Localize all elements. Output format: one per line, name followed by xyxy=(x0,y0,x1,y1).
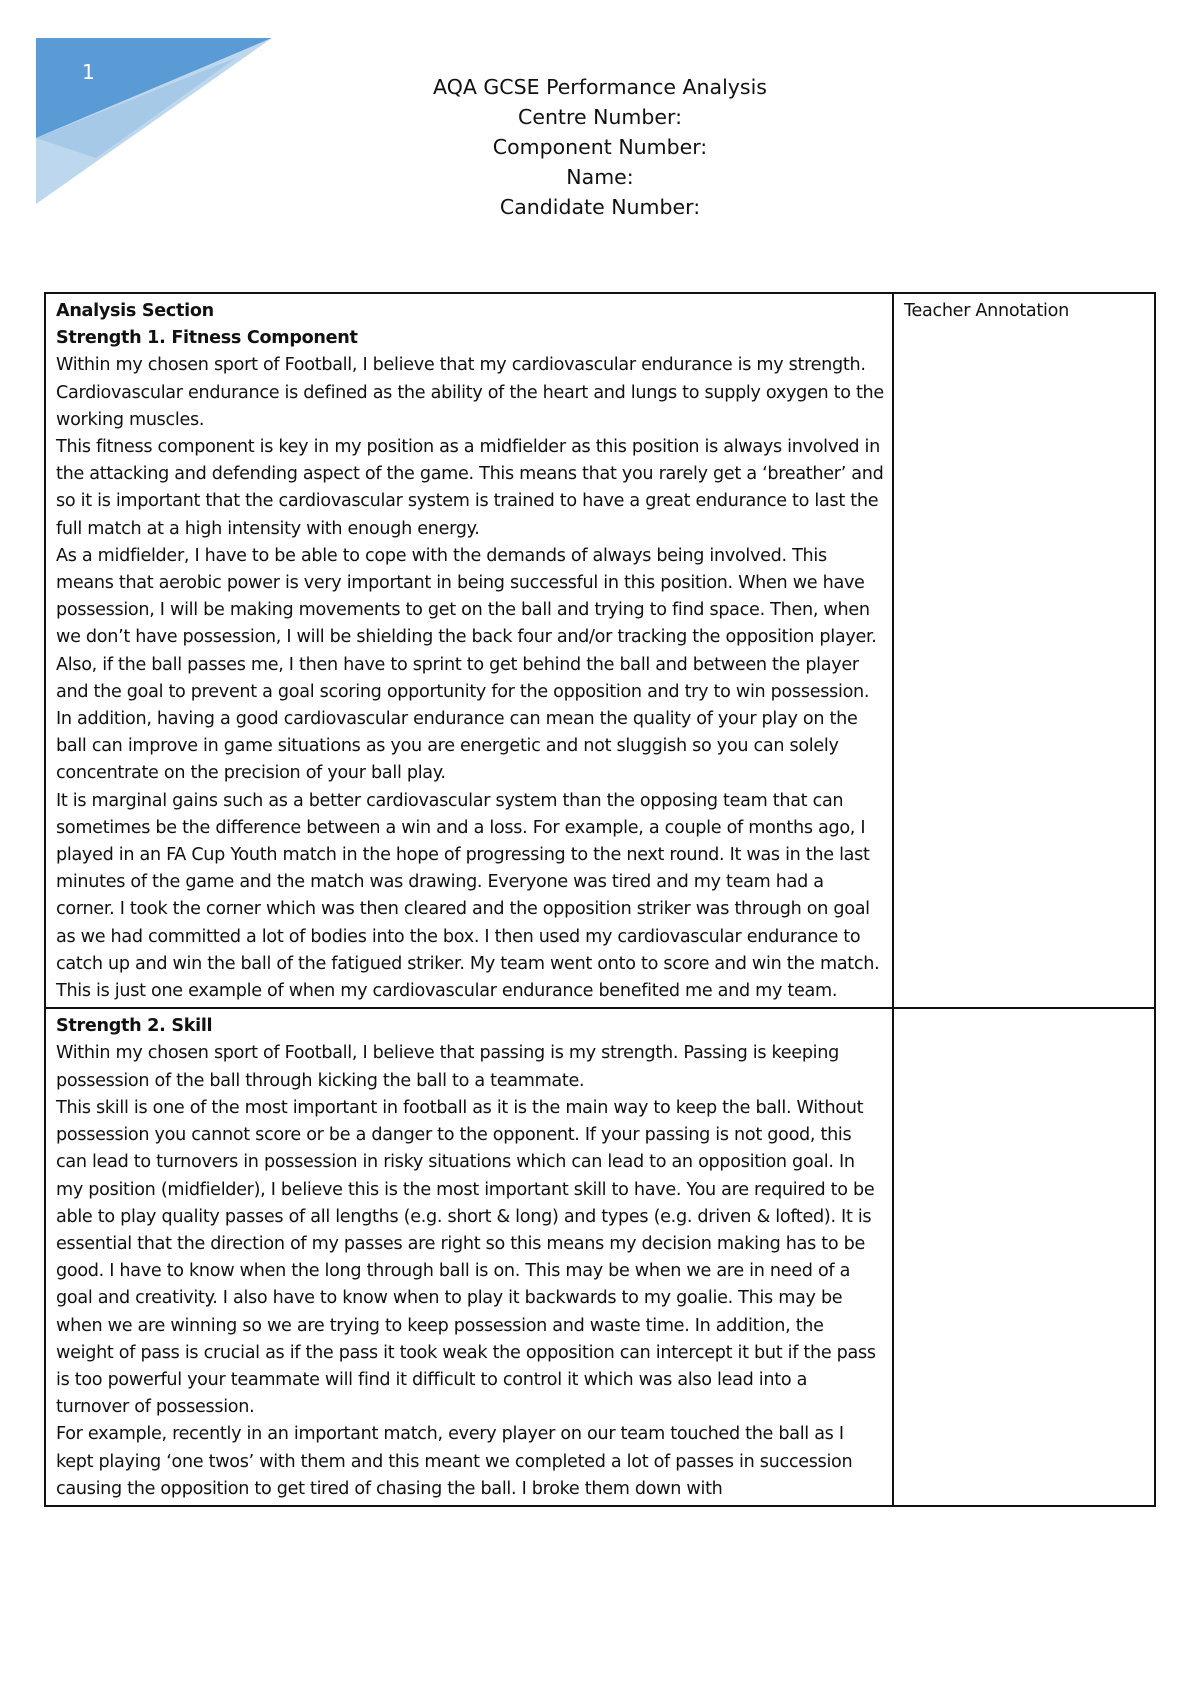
name-label: Name: xyxy=(566,165,634,189)
centre-number-label: Centre Number: xyxy=(518,105,682,129)
teacher-annotation-cell-empty xyxy=(893,1008,1155,1506)
teacher-annotation-heading: Teacher Annotation xyxy=(904,301,1069,321)
strength-1-paragraph: This fitness component is key in my position as a midfielder as this position is always involved in the attacking and defending aspect of the game. This means that you rarely get a ‘breather’ and so it is important that the cardiovascular system is trained to have a great endurance to last the full match at a high intensity with enough energy. xyxy=(56,437,884,539)
analysis-table xyxy=(44,292,1156,1507)
component-number-label: Component Number: xyxy=(492,135,708,159)
section-label: Analysis Section xyxy=(56,301,214,321)
strength-2-paragraph: Within my chosen sport of Football, I believe that passing is my strength. Passing is keeping possession of the ball through kicking the ball to a teammate. xyxy=(56,1043,839,1091)
candidate-number-label: Candidate Number: xyxy=(499,195,701,219)
strength-1-paragraph: Within my chosen sport of Football, I believe that my cardiovascular endurance is my strength. Cardiovascular endurance is defined as the ability of the heart and lungs to supply oxygen to the working muscles. xyxy=(56,355,884,430)
strength-1-paragraph: It is marginal gains such as a better cardiovascular system than the opposing team that can sometimes be the difference between a win and a loss. For example, a couple of months ago, I played in an FA Cup Youth match in the hope of progressing to the next round. It was in the last minutes of the game and the match was drawing. Everyone was tired and my team had a corner. I took the corner which was then cleared and the opposition striker was through on goal as we had committed a lot of bodies into the box. I then used my cardiovascular endurance to catch up and win the ball of the fatigued striker. My team went onto to score and win the match. This is just one example of when my cardiovascular endurance benefited me and my team. xyxy=(56,790,880,1002)
document-title: AQA GCSE Performance Analysis xyxy=(433,75,767,99)
strength-1-paragraph: As a midfielder, I have to be able to cope with the demands of always being involved. This means that aerobic power is very important in being successful in this position. When we have possession, I will be making movements to get on the ball and trying to find space. Then, when we don’t have possession, I will be shielding the back four and/or tracking the opposition player. Also, if the ball passes me, I then have to sprint to get behind the ball and between the player and the goal to prevent a goal scoring opportunity for the opposition and try to win possession. In addition, having a good cardiovascular endurance can mean the quality of your play on the ball can improve in game situations as you are energetic and not sluggish so you can solely concentrate on the precision of your ball play. xyxy=(56,545,877,784)
strength-2-paragraph: For example, recently in an important match, every player on our team touched the ball as I kept playing ‘one twos’ with them and this meant we completed a lot of passes in succession causing the opposition to get tired of chasing the ball. I broke them down with xyxy=(56,1424,853,1499)
analysis-cell-strength-2 xyxy=(45,1008,893,1506)
strength-1-heading: Strength 1. Fitness Component xyxy=(56,328,358,349)
analysis-cell-strength-1 xyxy=(45,293,893,1008)
page-number: 1 xyxy=(82,60,95,84)
table-row xyxy=(45,1008,1155,1506)
strength-2-paragraph: This skill is one of the most important in football as it is the main way to keep the ball. Without possession you cannot score or be a danger to the opponent. If your passing is not good, this can lead to turnovers in possession in risky situations which can lead to an opposition goal. In my position (midfielder), I believe this is the most important skill to have. You are required to be able to play quality passes of all lengths (e.g. short & long) and types (e.g. driven & lofted). It is essential that the direction of my passes are right so this means my decision making has to be good. I have to know when the long through ball is on. This may be when we are in need of a goal and creativity. I also have to know when to play it backwards to my goalie. This may be when we are winning so we are trying to keep possession and waste time. In addition, the weight of pass is crucial as if the pass it took weak the opposition can intercept it but if the pass is too powerful your teammate will find it difficult to control it which was also lead into a turnover of possession. xyxy=(56,1097,876,1418)
strength-2-heading: Strength 2. Skill xyxy=(56,1016,213,1037)
teacher-annotation-cell xyxy=(893,293,1155,1008)
document-header xyxy=(0,72,1200,222)
table-row xyxy=(45,293,1155,1008)
